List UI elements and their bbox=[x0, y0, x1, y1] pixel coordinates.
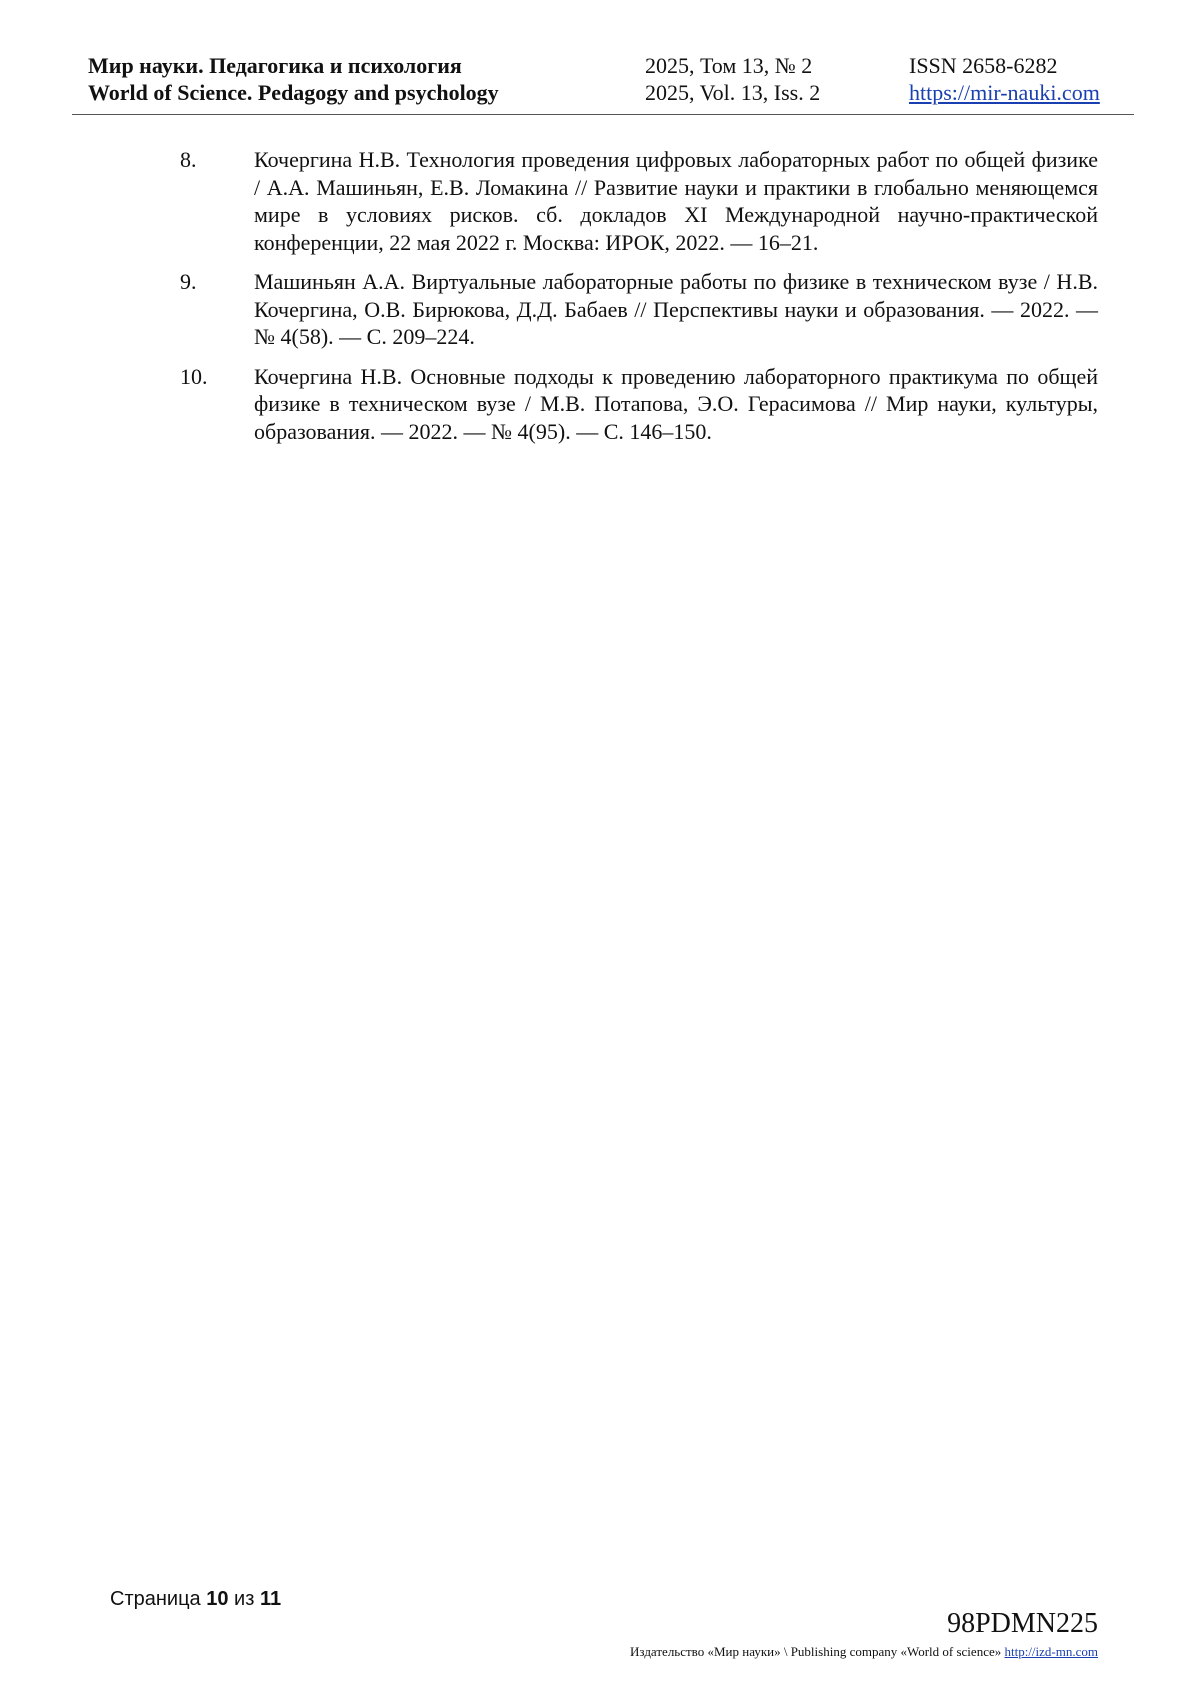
page-current: 10 bbox=[206, 1588, 229, 1610]
page-number bbox=[110, 1588, 281, 1611]
reference-number: 8. bbox=[180, 147, 197, 172]
reference-text: Кочергина Н.В. Основные подходы к проведению лабораторного практикума по общей физике в техническом вузе / М.В. Потапова, Э.О. Герасимова // Мир науки, культуры, образования. — 2022. — № 4(95). — С. 146–150. bbox=[254, 363, 1098, 444]
journal-site-link[interactable]: https://mir-nauki.com bbox=[909, 80, 1100, 105]
journal-title-en: World of Science. Pedagogy and psychology bbox=[88, 80, 499, 105]
reference-item bbox=[180, 268, 1098, 351]
journal-title-ru: Мир науки. Педагогика и психология bbox=[88, 53, 462, 78]
page-header bbox=[72, 52, 1134, 115]
publisher-link[interactable]: http://izd-mn.com bbox=[1004, 1644, 1098, 1659]
page-word: Страница bbox=[110, 1588, 201, 1610]
reference-item bbox=[180, 146, 1098, 256]
reference-list bbox=[180, 146, 1098, 457]
issn-info bbox=[909, 52, 1100, 106]
page-of: из bbox=[234, 1588, 255, 1610]
issue-en: 2025, Vol. 13, Iss. 2 bbox=[645, 80, 821, 105]
reference-text: Машиньян А.А. Виртуальные лабораторные работы по физике в техническом вузе / Н.В. Кочергина, О.В. Бирюкова, Д.Д. Бабаев // Перспективы науки и образования. — 2022. — № 4(58). — С. 209–224. bbox=[254, 269, 1098, 349]
page-total: 11 bbox=[259, 1588, 282, 1610]
issue-ru: 2025, Том 13, № 2 bbox=[645, 53, 813, 78]
reference-text: Кочергина Н.В. Технология проведения цифровых лабораторных работ по общей физике / А.А. Машиньян, Е.В. Ломакина // Развитие науки и практики в глобально меняющемся мире в условиях рисков. сб. докладов XI Международной научно-практической конференции, 22 мая 2022 г. Москва: ИРОК, 2022. — 16–21. bbox=[254, 147, 1098, 255]
publisher-line bbox=[630, 1644, 1098, 1660]
publisher-text: Издательство «Мир науки» \ Publishing company «World of science» bbox=[630, 1644, 1002, 1659]
article-code: 98PDMN225 bbox=[947, 1608, 1098, 1639]
reference-number: 10. bbox=[180, 363, 208, 389]
reference-item bbox=[180, 363, 1098, 446]
reference-number: 9. bbox=[180, 269, 197, 294]
issue-info bbox=[645, 52, 820, 106]
journal-title bbox=[88, 52, 499, 106]
issn: ISSN 2658-6282 bbox=[909, 53, 1058, 78]
